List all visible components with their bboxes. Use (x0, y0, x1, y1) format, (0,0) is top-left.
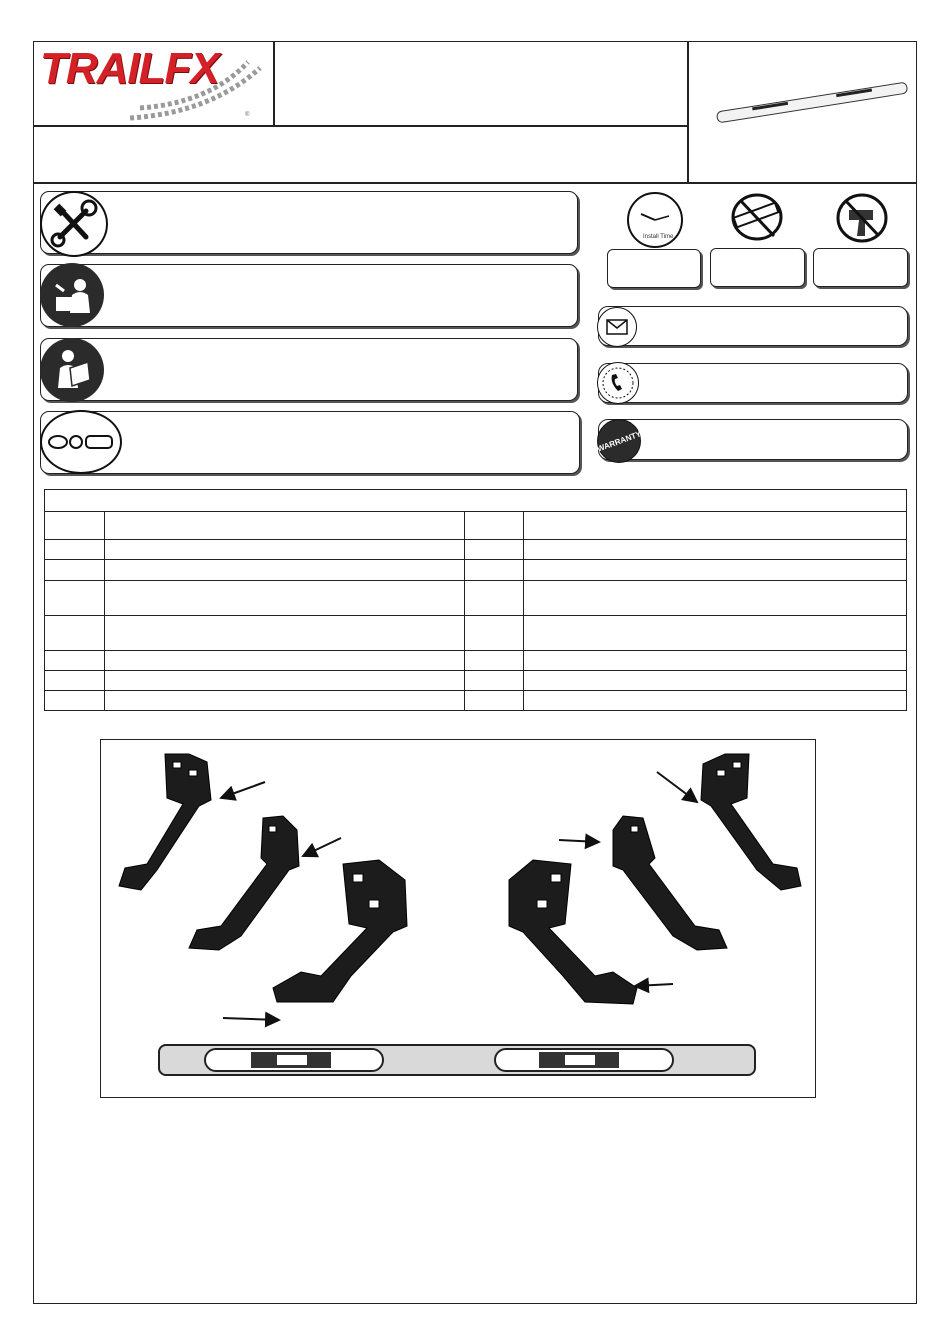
arrow (303, 838, 341, 856)
table-cell (465, 581, 524, 616)
tools-required-row (40, 191, 578, 254)
table-row (45, 581, 907, 616)
table-cell (524, 540, 907, 560)
svg-text:®: ® (245, 112, 250, 118)
table-cell (465, 512, 524, 540)
table-cell (105, 540, 465, 560)
bracket-left-front (273, 860, 407, 1002)
step-bar (159, 1045, 755, 1075)
table-cell (105, 671, 465, 691)
table-cell (45, 581, 105, 616)
product-thumbnail-step-bar (712, 80, 912, 125)
table-cell (524, 691, 907, 711)
table-row (45, 560, 907, 581)
table-cell (524, 671, 907, 691)
table-cell (524, 651, 907, 671)
table-cell (524, 512, 907, 540)
table-row (45, 691, 907, 711)
table-title (45, 490, 907, 512)
table-cell (524, 616, 907, 651)
table-cell (105, 581, 465, 616)
header-divider (33, 125, 688, 127)
email-icon (597, 307, 637, 347)
logo-divider (273, 41, 275, 126)
no-cutting-box (710, 248, 805, 287)
warranty-box[interactable] (598, 419, 908, 460)
arrow (223, 1018, 279, 1020)
table-cell (465, 540, 524, 560)
table-cell (465, 651, 524, 671)
product-image-divider (687, 41, 689, 183)
installer-icon (40, 263, 104, 327)
table-row (45, 651, 907, 671)
bracket-right-mid (613, 816, 727, 950)
table-cell (105, 512, 465, 540)
table-row (45, 671, 907, 691)
svg-text:WARRANTY: WARRANTY (598, 429, 640, 454)
tools-icon (40, 191, 108, 257)
table-row (45, 512, 907, 540)
svg-text:Install Time: Install Time (643, 234, 674, 240)
warranty-icon (597, 419, 641, 463)
table-cell (45, 671, 105, 691)
table-cell (45, 616, 105, 651)
table-cell (465, 691, 524, 711)
table-row (45, 616, 907, 651)
table-cell (465, 671, 524, 691)
arrow (221, 782, 265, 798)
manual-row (40, 338, 578, 401)
email-contact-box[interactable] (598, 306, 908, 346)
parts-table (44, 489, 907, 711)
clock-icon (627, 192, 683, 248)
install-time-box (607, 249, 701, 288)
table-cell (45, 651, 105, 671)
table-cell (524, 560, 907, 581)
arrow (559, 840, 599, 842)
bracket-left-mid (189, 816, 299, 950)
installer-row (40, 264, 578, 327)
table-cell (45, 512, 105, 540)
header-bottom-rule (33, 182, 917, 184)
table-cell (45, 540, 105, 560)
arrow (657, 772, 697, 802)
no-cutting-icon (728, 192, 786, 242)
table-row (45, 540, 907, 560)
table-cell (105, 560, 465, 581)
table-cell (524, 581, 907, 616)
hardware-icon (40, 410, 122, 474)
bracket-right-front (509, 860, 637, 1004)
table-cell (105, 616, 465, 651)
no-drilling-icon (835, 192, 889, 244)
no-drilling-box (813, 248, 908, 287)
table-cell (105, 691, 465, 711)
parts-figure (100, 739, 816, 1098)
phone-icon (597, 362, 639, 404)
table-cell (45, 691, 105, 711)
bracket-left-rear (119, 754, 211, 890)
arrow (635, 984, 673, 986)
table-cell (45, 560, 105, 581)
logo-wordmark: TRAILFX (40, 44, 219, 93)
table-cell (465, 616, 524, 651)
table-cell (465, 560, 524, 581)
table-cell (105, 651, 465, 671)
table-title-row (45, 490, 907, 512)
manual-reading-icon (40, 338, 104, 402)
phone-contact-box[interactable] (598, 363, 908, 403)
bracket-right-rear (701, 754, 801, 890)
